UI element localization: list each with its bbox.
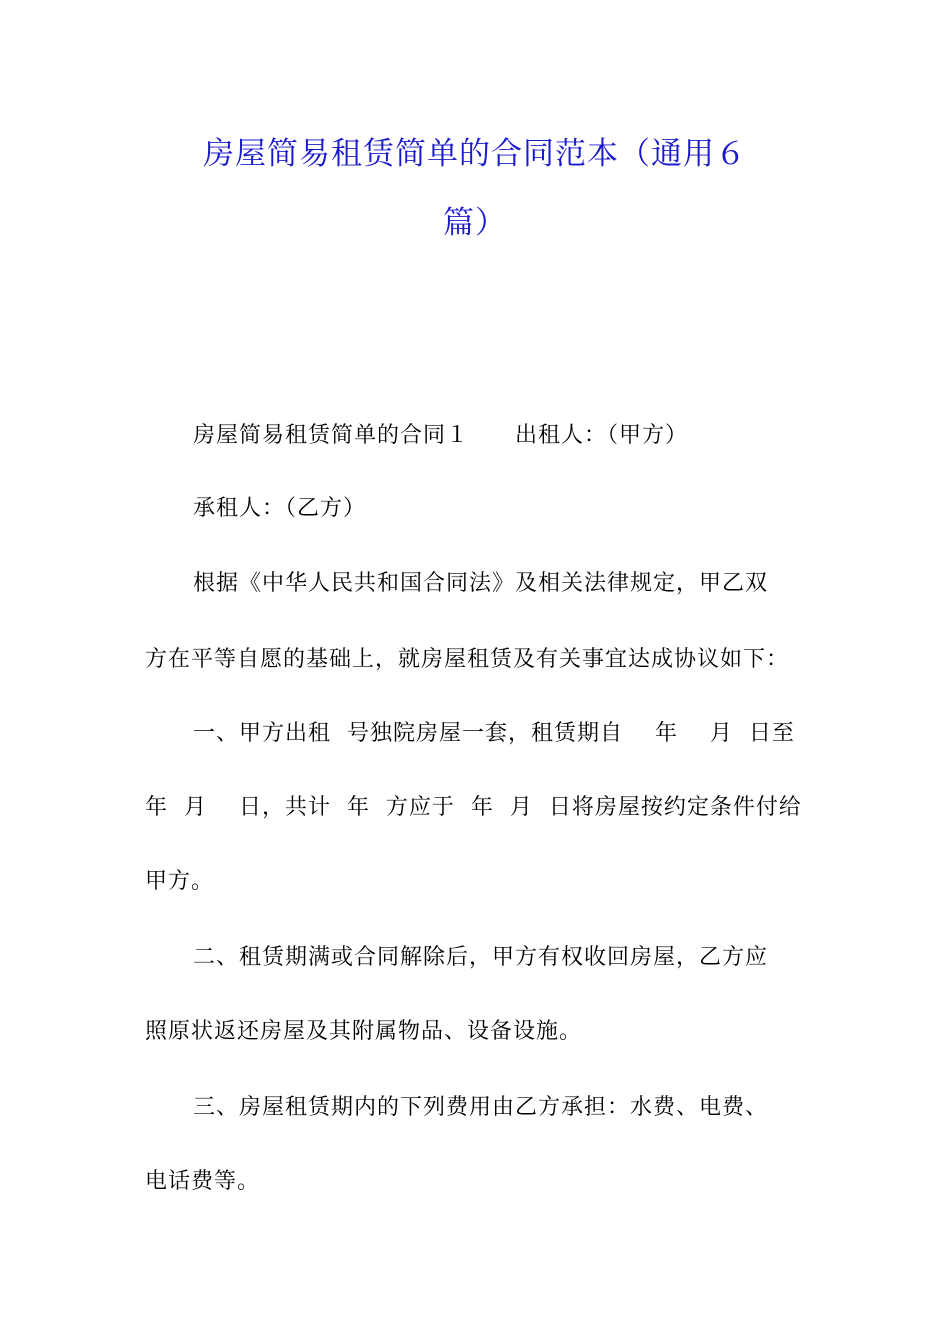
preamble-line-2: 方在平等自愿的基础上，就房屋租赁及有关事宜达成协议如下： bbox=[145, 647, 790, 672]
clause-1-line-2: 年 月 日，共计 年 方应于 年 月 日将房屋按约定条件付给 bbox=[145, 795, 802, 820]
clause-1-line-1: 一、甲方出租 号独院房屋一套，租赁期自 年 月 日至 bbox=[193, 721, 795, 746]
document-title-line-1: 房屋简易租赁简单的合同范本（通用６ bbox=[203, 136, 747, 172]
clause-1-line-3: 甲方。 bbox=[145, 869, 215, 894]
clause-2-line-1: 二、租赁期满或合同解除后，甲方有权收回房屋，乙方应 bbox=[193, 945, 769, 970]
preamble-line-1: 根据《中华人民共和国合同法》及相关法律规定，甲乙双 bbox=[193, 571, 769, 596]
clause-2-line-2: 照原状返还房屋及其附属物品、设备设施。 bbox=[145, 1019, 583, 1044]
lessee-line: 承租人：（乙方） bbox=[193, 496, 367, 521]
document-title-line-2: 篇） bbox=[443, 205, 507, 241]
contract-heading-and-lessor: 房屋简易租赁简单的合同１ 出租人：（甲方） bbox=[193, 423, 689, 448]
clause-3-line-2: 电话费等。 bbox=[145, 1169, 261, 1194]
clause-3-line-1: 三、房屋租赁期内的下列费用由乙方承担：水费、电费、 bbox=[193, 1095, 769, 1120]
